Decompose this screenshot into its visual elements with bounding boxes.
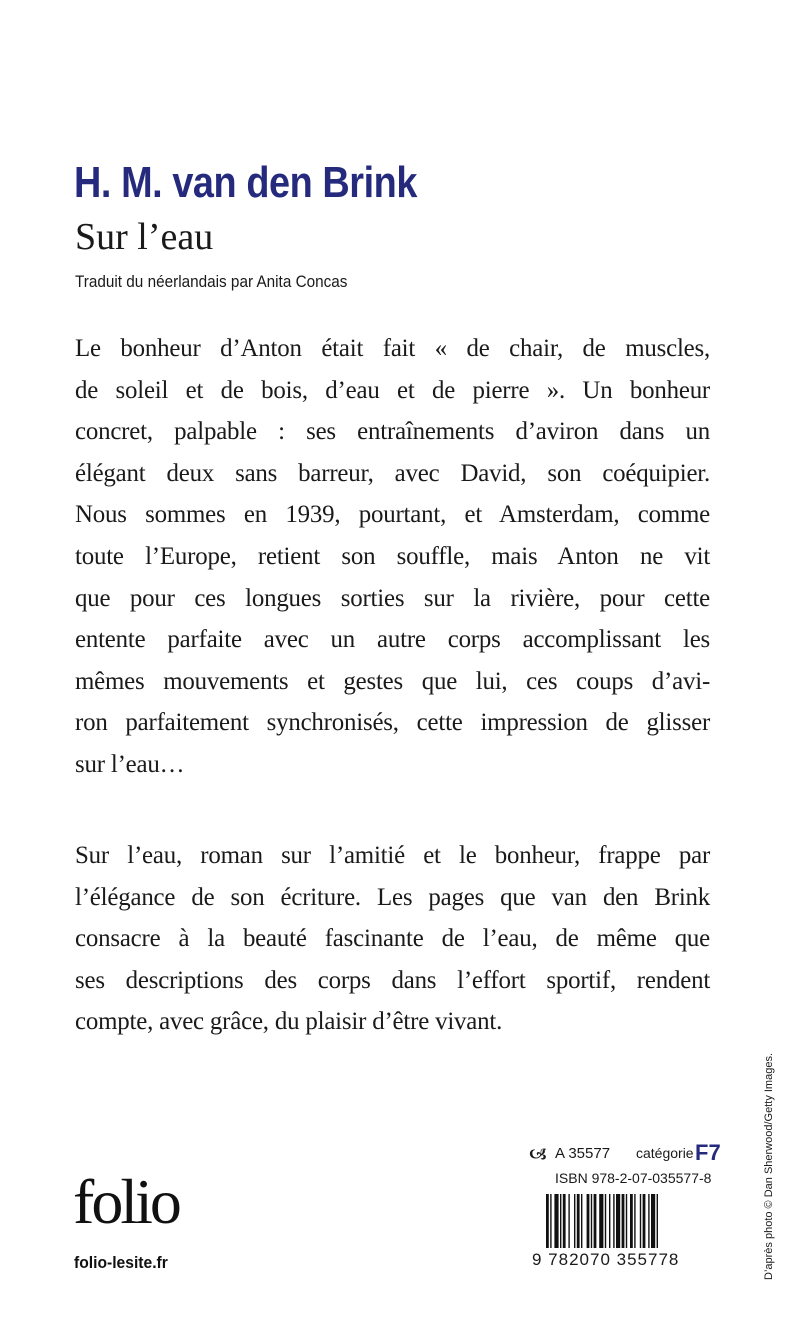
barcode-bar (634, 1194, 635, 1248)
blurb-line: de soleil et de bois, d’eau et de pierre ». Un bonheur (75, 375, 711, 404)
blurb-line: l’élégance de son écriture. Les pages que van den Brink (75, 882, 711, 911)
folio-ornament-icon: 🙦 (529, 1145, 547, 1164)
barcode-bar (550, 1194, 551, 1248)
catalog-code: A 35577 (555, 1145, 611, 1162)
book-title: Sur l’eau (75, 216, 214, 258)
barcode-bar (648, 1194, 649, 1248)
barcode-bar (568, 1194, 569, 1248)
blurb-line: sur l’eau… (75, 749, 185, 778)
barcode-bar (599, 1194, 603, 1248)
barcode-bar (554, 1194, 558, 1248)
barcode-bar (616, 1194, 620, 1248)
barcode (532, 1194, 728, 1274)
blurb-line: que pour ces longues sorties sur la rivière, pour cette (75, 583, 711, 612)
isbn: ISBN 978-2-07-035577-8 (555, 1170, 712, 1186)
barcode-bar (581, 1194, 582, 1248)
barcode-bar (613, 1194, 614, 1248)
barcode-bar (657, 1194, 658, 1248)
photo-credit: D’après photo © Dan Sherwood/Getty Images. (763, 1053, 775, 1280)
category-value: F7 (695, 1140, 721, 1165)
barcode-bar (591, 1194, 592, 1248)
barcode-bar (626, 1194, 627, 1248)
blurb-line: toute l’Europe, retient son souffle, mais Anton ne vit (75, 541, 711, 570)
barcode-bar (630, 1194, 633, 1248)
category-label: catégorie (636, 1145, 694, 1161)
blurb-line: Sur l’eau, roman sur l’amitié et le bonheur, frappe par (75, 841, 711, 869)
barcode-bar (605, 1194, 606, 1248)
blurb-line: consacre à la beauté fascinante de l’eau, de même que (75, 924, 711, 953)
blurb-line: ses descriptions des corps dans l’effort sportif, rendent (75, 965, 711, 994)
blurb-line: élégant deux sans barreur, avec David, son coéquipier. (75, 458, 711, 487)
blurb-line: concret, palpable : ses entraînements d’aviron dans un (75, 417, 711, 446)
catalog-row (529, 1140, 725, 1168)
folio-logo: folio (73, 1166, 179, 1237)
barcode-bar (622, 1194, 625, 1248)
barcode-bar (577, 1194, 580, 1248)
barcode-bar (560, 1194, 561, 1248)
barcode-bar (609, 1194, 610, 1248)
barcode-bar (574, 1194, 575, 1248)
barcode-bar (563, 1194, 566, 1248)
translator-credit: Traduit du néerlandais par Anita Concas (75, 272, 348, 291)
publisher-website: folio-lesite.fr (74, 1253, 168, 1272)
blurb-paragraph-2 (75, 835, 710, 1043)
blurb-line: Le bonheur d’Anton était fait « de chair, de muscles, (75, 334, 711, 362)
blurb-line: Nous sommes en 1939, pourtant, et Amsterdam, comme (75, 500, 711, 529)
barcode-bar (594, 1194, 597, 1248)
barcode-bars (532, 1194, 728, 1252)
blurb-line: ron parfaitement synchronisés, cette impression de glisser (75, 708, 711, 737)
blurb-paragraph-1 (75, 328, 710, 786)
barcode-bar (651, 1194, 655, 1248)
blurb-line: compte, avec grâce, du plaisir d’être vivant. (75, 1007, 503, 1036)
blurb-line: entente parfaite avec un autre corps accomplissant les (75, 625, 711, 654)
barcode-bar (587, 1194, 590, 1248)
barcode-bar (640, 1194, 641, 1248)
author-name: H. M. van den Brink (74, 158, 417, 207)
barcode-bar (546, 1194, 549, 1248)
blurb-line: mêmes mouvements et gestes que lui, ces coups d’avi- (75, 666, 711, 695)
barcode-bar (643, 1194, 646, 1248)
barcode-digits: 9 782070 355778 (532, 1250, 680, 1269)
